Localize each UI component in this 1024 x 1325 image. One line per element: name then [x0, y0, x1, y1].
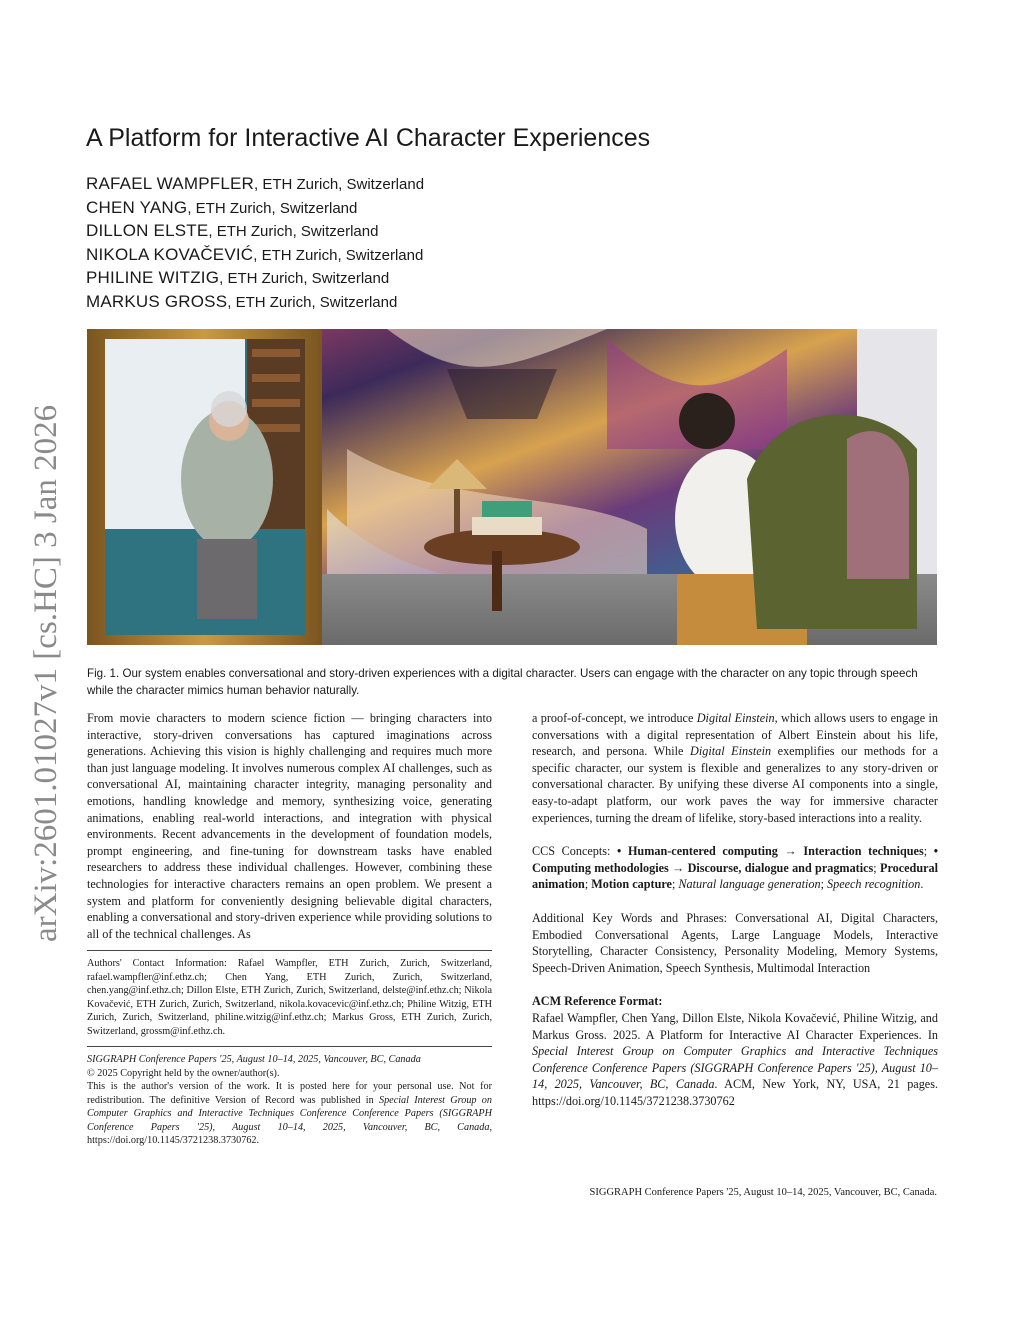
keywords: Additional Key Words and Phrases: Conversational AI, Digital Characters, Embodied Conversational Agents, Large Language Models, Interactive Storytelling, Character Consistency, Personality Modeling, Memory Systems, Speech-Driven Animation, Speech Synthesis, Multimodal Interaction: [532, 910, 938, 975]
paper-title: A Platform for Interactive AI Character Experiences: [86, 124, 651, 152]
version-text: This is the author's version of the work. It is posted here for your personal use. Not for redistribution. The definitive Version of Record was published in: [87, 1081, 492, 1106]
figure-caption: Fig. 1. Our system enables conversational and story-driven experiences with a digital character. Users can engage with the character on any topic through speech while the character mimics human behavior naturally.: [87, 667, 918, 697]
arxiv-identifier-text: arXiv:2601.01027v1 [cs.HC] 3 Jan 2026: [28, 404, 64, 942]
copyright-notice: © 2025 Copyright held by the owner/author(s).: [87, 1067, 280, 1079]
column-divider: [87, 950, 492, 951]
abstract-text: From movie characters to modern science fiction — bringing characters into interactive, story-driven conversations has captured imaginations across generations. Achieving this vision is highly challenging and requires much more than just language modeling. It involves numerous complex AI challenges, such as conversational AI, maintaining character integrity, managing personality and emotions, handling knowledge and memory, synthesizing voice, generating animations, enabling real-world interactions, and integration with physical environments. Recent advancements in the development of foundation models, prompt engineering, and fine-tuning for downstream tasks have enabled researchers to address these individual challenges. However, combining these technologies for interactive characters remains an open problem. We present a system and platform for conveniently designing believable digital characters, enabling a conversational and story-driven experience while providing solutions to all of the technical challenges. As: [87, 711, 492, 941]
author-name: MARKUS GROSS: [86, 291, 228, 311]
author-name: RAFAEL WAMPFLER: [86, 174, 254, 193]
author-entry: [86, 174, 424, 198]
version-venue: Special Interest Group on Computer Graphics and Interactive Techniques Conference Conference Papers (SIGGRAPH Conference Papers '25), August 10–14, 2025, Vancouver, BC, Canada: [87, 1094, 492, 1133]
acm-reference: Rafael Wampfler, Chen Yang, Dillon Elste, Nikola Kovačević, Philine Witzig, and Markus Gross. 2025. A Platform for Interactive AI Character Experiences. In Special Interest Group on Computer Graphics and Interactive Techniques Conference Conference Papers (SIGGRAPH Conference Papers '25), August 10–14, 2025, Vancouver, BC, Canada. ACM, New York, NY, USA, 21 pages. https://doi.org/10.1145/3721238.3730762: [532, 1010, 938, 1108]
system-name: Digital Einstein: [696, 711, 775, 725]
acm-reference-heading: ACM Reference Format:: [532, 994, 663, 1009]
copyright-venue: SIGGRAPH Conference Papers '25, August 10–14, 2025, Vancouver, BC, Canada: [87, 1054, 421, 1066]
contact-information: [87, 957, 492, 1038]
version-doi: , https://doi.org/10.1145/3721238.3730762.: [87, 1121, 492, 1147]
page-footer: SIGGRAPH Conference Papers '25, August 10–14, 2025, Vancouver, BC, Canada.: [589, 1187, 937, 1198]
abstract-continuation: a proof-of-concept, we introduce Digital Einstein, which allows users to engage in conversations with a digital representation of Albert Einstein about his life, research, and persona. While Digital Einstein exemplifies our methods for a specific character, our system is flexible and generalizes to any story-driven or conversational character. By unifying these diverse AI components into a single, easy-to-adapt platform, our work paves the way for immersive character experiences, turning the dream of lifelike, story-based interactions into a reality.: [532, 711, 939, 825]
author-name: PHILINE WITZIG: [86, 268, 220, 287]
contact-text: Authors' Contact Information: Rafael Wampfler, ETH Zurich, Zurich, Switzerland, rafael.wampfler@inf.ethz.ch; Chen Yang, ETH Zurich, Zurich, Switzerland, chen.yang@inf.ethz.ch; Dillon Elste, ETH Zurich, Zurich, Switzerland, delste@inf.ethz.ch; Nikola Kovačević, ETH Zurich, Zurich, Switzerland, nikola.kovacevic@inf.ethz.ch; Philine Witzig, ETH Zurich, Zurich, Switzerland, philine.witzig@inf.ethz.ch; Markus Gross, ETH Zurich, Zurich, Switzerland, grossm@inf.ethz.ch.: [87, 958, 492, 1037]
teaser-figure: [87, 329, 937, 645]
version-of-record: [87, 1080, 492, 1148]
arxiv-identifier: [22, 382, 66, 942]
author-affiliation: , ETH Zurich, Switzerland: [253, 246, 424, 264]
author-list: [86, 174, 424, 315]
author-entry: [86, 198, 424, 222]
author-name: CHEN YANG: [86, 197, 188, 217]
author-name: DILLON ELSTE: [86, 221, 209, 240]
author-entry: [86, 268, 424, 292]
author-affiliation: , ETH Zurich, Switzerland: [219, 270, 390, 287]
author-entry: [86, 292, 424, 316]
column-divider: [87, 1046, 492, 1047]
author-affiliation: , ETH Zurich, Switzerland: [208, 223, 379, 240]
author-entry: [86, 221, 424, 245]
left-column: [87, 710, 492, 1148]
author-entry: [86, 245, 424, 269]
author-name: NIKOLA KOVAČEVIĆ: [86, 244, 254, 264]
author-affiliation: , ETH Zurich, Switzerland: [227, 293, 398, 311]
right-column: [532, 710, 938, 1109]
system-name: Digital Einstein: [690, 744, 772, 759]
author-affiliation: , ETH Zurich, Switzerland: [254, 176, 425, 193]
author-affiliation: , ETH Zurich, Switzerland: [187, 199, 358, 217]
ccs-concepts: CCS Concepts: • Human-centered computing → Interaction techniques; • Computing methodologies → Discourse, dialogue and pragmatics; Procedural animation; Motion capture; Natural language generation; Speech recognition.: [532, 844, 938, 892]
copyright-block: [87, 1053, 492, 1148]
